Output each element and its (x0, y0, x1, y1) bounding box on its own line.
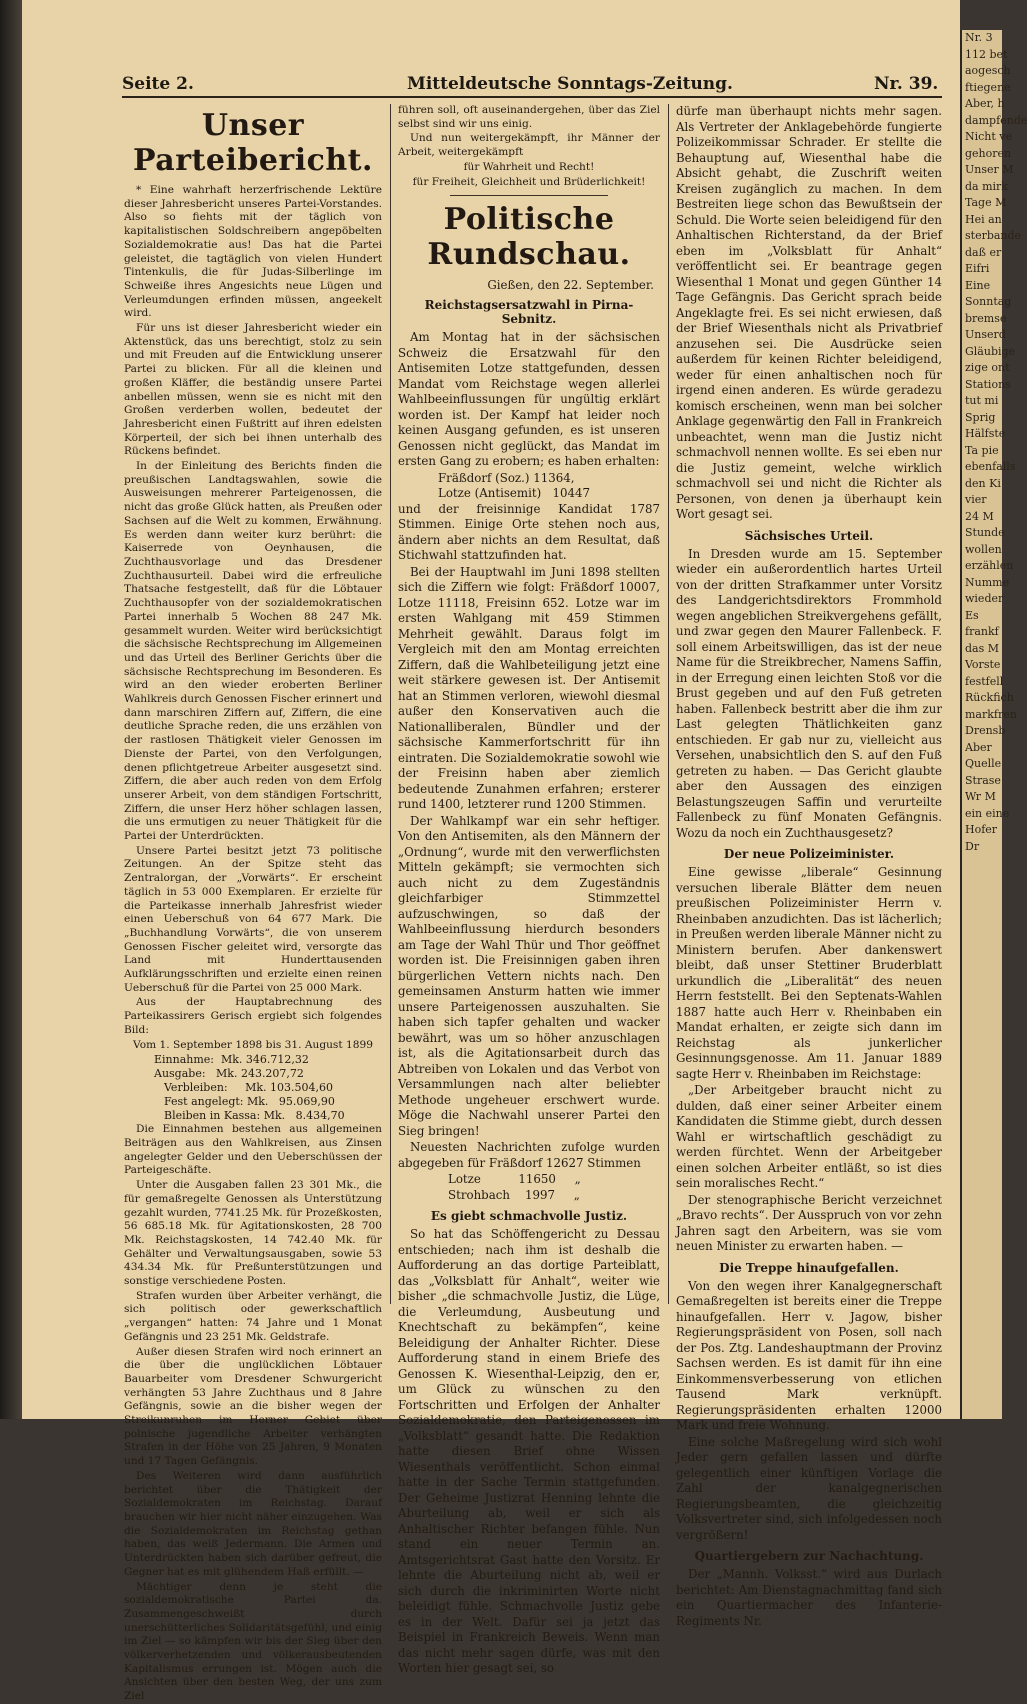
adjacent-page-fragment: Eine (965, 278, 991, 292)
adjacent-page-fragment: Unser M (965, 163, 1014, 176)
adjacent-page-fragment: Eifri (965, 262, 990, 275)
adjacent-page-fragment: Rückfich (965, 691, 1014, 704)
article-title-parteibericht: Unser Parteibericht. (133, 108, 373, 178)
adjacent-page-fragment: Drensb (965, 724, 1006, 737)
adjacent-page-fragment: Nicht ve (965, 130, 1013, 143)
adjacent-page-fragment: dampfende (965, 113, 1027, 127)
adjacent-page-fragment: Quelle (965, 757, 1002, 770)
adjacent-page-fragment: bremse (965, 311, 1007, 325)
paragraph: Der stenographische Bericht verzeichnet „Bravo rechts“. Der Ausspruch von vor zehn Jahren sagt den Arbeitern, was sie vom neuen Minister zu erwarten haben. — (676, 1192, 942, 1253)
adjacent-page-fragment: Hei an (965, 212, 1002, 226)
account-line: Ausgabe: Mk. 243.207,72 (154, 1067, 304, 1081)
section-rule (450, 195, 607, 196)
page-number: Seite 2. (122, 74, 194, 94)
adjacent-page-fragment: Sonntag (965, 295, 1012, 308)
adjacent-page-fragment: Numme (965, 575, 1010, 589)
adjacent-page-fragment: markfren (965, 707, 1017, 721)
adjacent-page-fragment: zige ont (965, 361, 1010, 374)
adjacent-page-fragment: festfell (965, 674, 1004, 688)
paragraph: In der Einleitung des Berichts finden die preußischen Landtagswahlen, sowie die Ausweisungen mehrerer Parteigenossen, die nicht das große Glück hatten, als Preußen oder Sachsen auf die Welt zu kommen, Erwähnung. Es werden dann weiter kurz berührt: die Kaiserrede von Oeynhausen, die Zuchthausvorlage und das Dresdener Zuchthausurteil. Dabei wird die erfreuliche Thatsache festgestellt, daß für die Löbtauer Zuchthausopfer von der sozialdemokratischen Partei innerhalb 5 Wochen 88 247 Mk. gesammelt wurden. Weiter wird berücksichtigt die sächsische Rechtsprechung im Allgemeinen und das Urteil des Berliner Gerichts über die sächsische Rechtsprechung im Besonderen. Es wird an den wieder eroberten Berliner Wahlkreis durch Genossen Fischer erinnert und dann marschiren Ziffern auf, Ziffern, die eine deutliche Sprache reden, die uns erzählen von der rastlosen Thätigkeit vieler Genossen im Dienste der Partei, von den Verfolgungen, denen pflichtgetreue Arbeiter ausgesetzt sind. Ziffern, die aber auch reden von dem Erfolg unserer Arbeit, von dem ständigen Fortschritt, Ziffern, die unser Herz höher schlagen lassen, die uns ermutigen zu neuer Thätigkeit für die Partei der Unterdrückten. (124, 460, 382, 843)
adjacent-page-fragment: ein eine (965, 806, 1010, 820)
book-spine (0, 0, 22, 1419)
paragraph: und der freisinnige Kandidat 1787 Stimmen. Einige Orte stehen noch aus, ändern aber nichts an dem Resultat, daß Stichwahl stattzufinden hat. (398, 501, 660, 563)
adjacent-page-fragment: ebenfalls (965, 460, 1016, 473)
adjacent-page-fragment: erzählen (965, 559, 1014, 572)
paragraph: führen soll, oft auseinandergehen, über das Ziel selbst sind wir uns einig. (398, 104, 660, 130)
newspaper-page (22, 0, 960, 1703)
paragraph: Und nun weitergekämpft, ihr Männer der Arbeit, weitergekämpft (398, 132, 660, 159)
paragraph: Außer diesen Strafen wird noch erinnert an die über die unglücklichen Löbtauer Bauarbeiter vom Dresdener Schwurgericht verhängten 53 Jahre Zuchthaus und 8 Jahre Gefängnis, sowie an die bisher wegen der Streikunruhen im Herner Gebiet über polnische jugendliche Arbeiter verhängten Strafen in der Höhe von 25 Jahren, 9 Monaten und 17 Tagen Gefängnis. (124, 1345, 382, 1468)
newspaper-name: Mitteldeutsche Sonntags-Zeitung. (407, 74, 733, 94)
adjacent-page-fragment: daß er (965, 245, 1002, 259)
adjacent-page-fragment: wieder (965, 592, 1004, 605)
subheading-justiz: Es giebt schmachvolle Justiz. (430, 1209, 628, 1224)
paragraph: Mächtiger denn je steht die sozialdemokratische Partei da. Zusammengeschweißt durch unerschütterliches Solidaritätsgefühl, und einig im Ziel — so kämpfen wir bis der Sieg über den völkerverhetzenden und völkerausbeutenden Kapitalismus errungen ist. Mögen auch die Ansichten über den besten Weg, der uns zum Ziel (124, 1580, 382, 1703)
adjacent-page-fragment: gehoren (965, 146, 1012, 160)
paragraph: Eine solche Maßregelung wird sich wohl Jeder gern gefallen lassen und dürfte gelegentlich einer künftigen Vorlage die Zahl der kanalgegnerischen Regierungsbeamten, die gleichzeitig Volksvertreter sind, sich infolgedessen noch vergrößern! (676, 1434, 942, 1542)
election-result: Lotze 11650 „ (448, 1172, 581, 1187)
motto-line: für Wahrheit und Recht! (463, 160, 595, 173)
paragraph: Strafen wurden über Arbeiter verhängt, die sich politisch oder gewerkschaftlich „vergangen“ hatten: 74 Jahre und 1 Monat Gefängnis und 23 251 Mk. Geldstrafe. (124, 1289, 382, 1343)
election-result: Strohbach 1997 „ (448, 1187, 580, 1202)
election-result: Lotze (Antisemit) 10447 (438, 486, 590, 501)
adjacent-page-fragment: Wr M (965, 790, 996, 803)
adjacent-page-fragment: 24 M (965, 509, 994, 523)
adjacent-page-fragment: tut mi (965, 394, 999, 407)
adjacent-page-fragment: Aber, h (965, 97, 1005, 110)
paragraph: * Eine wahrhaft herzerfrischende Lektüre dieser Jahresbericht unseres Partei-Vorstandes. Also so fiehts mit der täglich von kapitalistischen Soldschreibern angepöbelten Sozialdemokratie aus! Das hat die Partei geleistet, die tagtäglich von vielen Hundert Tintenkulis, die für Judas-Silberlinge im Schweiße ihres Angesichts neue Lügen und Verleumdungen erfinden müssen, angeekelt wird. (124, 184, 382, 320)
article-title-rundschau: Politische Rundschau. (427, 202, 631, 273)
adjacent-page-fragment: Stations (965, 377, 1011, 391)
paragraph: Eine gewisse „liberale“ Gesinnung versuchen liberale Blätter dem neuen preußischen Polizeiminister Herrn v. Rheinbaben anzudichten. Das ist lächerlich; in Preußen werden liberale Männer nicht zu Ministern berufen. Aber dankenswert bleibt, daß unser Stettiner Bruderblatt urkundlich die „Liberalität“ des neuen Herrn feststellt. Bei den Septenats-Wahlen 1887 hatte auch Herr v. Rheinbaben ein Mandat erhalten, er zeigte sich dann im Reichstag als junkerlicher Gesinnungsgenosse. Am 11. Januar 1889 sagte Herr v. Rheinbaben im Reichstage: (676, 865, 942, 1081)
adjacent-page-fragment: das M (965, 641, 1000, 655)
column-2 (398, 104, 660, 1676)
adjacent-page-fragment: Gläubige (965, 344, 1016, 358)
adjacent-page-fragment: aogesch (965, 64, 1011, 77)
adjacent-page-fragment: Hälfste (965, 427, 1006, 440)
adjacent-page-fragment: vier (965, 493, 987, 506)
quotation: „Der Arbeitgeber braucht nicht zu dulden, daß einer seiner Arbeiter einem Kandidaten die Stimme giebt, durch dessen Wahl er wirtschaftlich geschädigt zu werden fürchtet. Wenn der Arbeitgeber einen solchen Arbeiter entläßt, so ist dies sein moralisches Recht.“ (676, 1083, 942, 1190)
adjacent-page-fragment: Unserd (965, 328, 1006, 341)
account-line: Fest angelegt: Mk. 95.069,90 (164, 1095, 335, 1109)
paragraph: Unsere Partei besitzt jetzt 73 politische Zeitungen. An der Spitze steht das Zentralorgan, der „Vorwärts“. Er erscheint täglich in 53 000 Exemplaren. Er erzielte für die Parteikasse innerhalb Jahresfrist wieder einen Ueberschuß von 64 677 Mark. Die „Buchhandlung Vorwärts“, die von unserem Genossen Fischer geleitet wird, versorgte das Land mit Hunderttausenden Aufklärungsschriften und erzielte einen reinen Ueberschuß für die Partei von 25 000 Mark. (124, 844, 382, 994)
account-period: Vom 1. September 1898 bis 31. August 1899 (133, 1038, 373, 1051)
paragraph: Von den wegen ihrer Kanalgegnerschaft Gemaßregelten ist bereits einer die Treppe hinaufgefallen. Herr v. Jagow, bisher Regierungspräsident von Posen, soll nach der Pos. Ztg. Landeshauptmann der Provinz Sachsen werden. Es ist damit für ihn eine Einkommensverbesserung von etlichen Tausend Mark verknüpft. Regierungspräsidenten erhalten 12000 Mark und freie Wohnung. (676, 1278, 942, 1432)
adjacent-page-fragment: Tage M (965, 196, 1007, 209)
account-line: Einnahme: Mk. 346.712,32 (154, 1053, 309, 1067)
paragraph: Am Montag hat in der sächsischen Schweiz die Ersatzwahl für den Antisemiten Lotze stattgefunden, dessen Mandat vom Reichstage wegen allerlei Wahlbeeinflussungen für ungültig erklärt worden ist. Der Kampf hat leider noch keinen Ausgang gefunden, es ist unseren Genossen nicht geglückt, das Mandat im ersten Gang zu erobern; es haben erhalten: (398, 330, 660, 469)
adjacent-page-fragment: Strase (965, 773, 1001, 787)
paragraph: Aus der Hauptabrechnung des Parteikassirers Gerisch ergiebt sich folgendes Bild: (124, 996, 382, 1036)
paragraph: Der „Mannh. Volksst.“ wird aus Durlach berichtet: Am Dienstagnachmittag fand sich ein Quartiermacher des Infanterie-Regiments Nr. (676, 1567, 942, 1628)
column-divider (390, 104, 391, 1304)
dateline: Gießen, den 22. September. (487, 278, 654, 293)
column-3 (676, 104, 942, 1628)
paragraph: dürfe man überhaupt nichts mehr sagen. Als Vertreter der Anklagebehörde fungierte Polizeikommissar Schrader. Er stellte die Behauptung auf, Wiesenthal habe die Absicht gehabt, die Zuschrift weiten Kreisen zugänglich zu machen. In dem Bestreiten liege schon das Bewußtsein der Schuld. Die Worte seien beleidigend für den Anhaltischen Richterstand, da der Brief eben im „Volksblatt für Anhalt“ veröffentlicht sei. Er beantrage gegen Wiesenthal 1 Monat und gegen Günther 14 Tage Gefängnis. Das Gericht sprach beide Angeklagte frei. Es sei nicht erwiesen, daß der Brief Wiesenthals nicht als Privatbrief anzusehen sei. Die Ausdrücke seien außerdem für keinen Richter beleidigend, weder für einen anhaltischen noch für irgend einen anderen. Es würde geradezu komisch erscheinen, wenn man bei solcher Anklage gegenwärtig den Fall in Frankreich unbeachtet, wenn man die Justiz nicht schmachvoll nennen wollte. Es sei eben nur die Justiz gemeint, welche wirklich schmachvoll sei und nicht die Richter als Personen, von denen ja überhaupt kein Wort gesagt sei. (676, 104, 942, 521)
paragraph: Der Wahlkampf war ein sehr heftiger. Von den Antisemiten, als den Männern der „Ordnung“, wurde mit den verwerflichsten Mitteln gekämpft; sie vermochten sich auch nicht zu dem Zugeständnis gleichfarbiger Stimmzettel aufzuschwingen, so daß der Wahlbeeinflussung hierdurch besonders am Tage der Wahl Thür und Thor geöffnet worden ist. Die Freisinnigen gaben ihren bürgerlichen Vettern nichts nach. Den gemeinsamen Ansturm hatten wie immer unsere Parteigenossen auszuhalten. Sie haben sich tapfer gehalten und wacker bewährt, was um so höher anzuschlagen ist, als die Agitationsarbeit durch das Abtreiben von Lokalen und das Verbot von Versammlungen nach alter beliebter Methode ungeheuer erschwert wurde. Möge die Nachwahl unserer Partei den Sieg bringen! (398, 813, 660, 1138)
paragraph: So hat das Schöffengericht zu Dessau entschieden; nach ihm ist deshalb die Aufforderung an das dortige Parteiblatt, das „Volksblatt für Anhalt“, weiter wie bisher „die schmachvolle Justiz, die Lüge, die Verleumdung, Ausbeutung und Knechtschaft zu bekämpfen“, keine Beleidigung der Anhalter Richter. Diese Aufforderung stand in einem Briefe des Genossen K. Wiesenthal-Leipzig, den er, um Glück zu wünschen zu den Fortschritten und Erfolgen der Anhalter Sozialdemokratie, den Parteigenossen im „Volksblatt“ gesandt hatte. Die Redaktion hatte diesen Brief ohne Wissen Wiesenthals veröffentlicht. Schon einmal hatte in der Sache Termin stattgefunden. Der Geheime Justizrat Henning lehnte die Aburteilung ab, weil er sich als Anhaltischer Richter befangen fühle. Nun stand ein neuer Termin an. Amtsgerichtsrat Gast hatte den Vorsitz. Er lehnte die Aburteilung nicht ab, weil er sich durch die inkriminirten Worte nicht beleidigt fühle. Schmachvolle Justiz gebe es in der Welt. Dafür sei ja jetzt das Beispiel in Frankreich Beweis. Wenn man das nicht mehr sagen dürfe, was mit den Worten hier gesagt sei, so (398, 1227, 660, 1676)
adjacent-page-fragment: Sprig (965, 410, 996, 424)
election-result: Fräßdorf (Soz.) 11364, (438, 470, 575, 485)
adjacent-page-text (962, 30, 1027, 855)
paragraph: In Dresden wurde am 15. September wieder ein außerordentlich hartes Urteil von der dritten Strafkammer unter Vorsitz des Landgerichtsdirektors Frommhold wegen angeblichen Streikvergehens gefällt, und zwar gegen den Maurer Fallenbeck. F. soll einem Arbeitswilligen, das ist der neue Name für die Streikbrecher, Namens Saffin, in der Erregung einen leichten Stoß vor die Brust gegeben und auf den Fuß getreten haben. Fallenbeck bestritt aber die ihm zur Last gelegten Thätlichkeiten ganz entschieden. Er gab nur zu, vielleicht aus Versehen, unabsichtlich den S. auf den Fuß getreten zu haben. — Das Gericht glaubte aber den Aussagen des einzigen Belastungszeugen Saffin und verurteilte Fallenbeck zu fünf Monaten Gefängnis. Wozu da noch ein Zuchthausgesetz? (676, 546, 942, 840)
adjacent-page-fragment: frankf (965, 625, 999, 638)
adjacent-page-edge (960, 30, 1027, 1419)
paragraph: Bei der Hauptwahl im Juni 1898 stellten sich die Ziffern wie folgt: Fräßdorf 10007, Lotze 11118, Freisinn 652. Lotze war im ersten Wahlgang mit 459 Stimmen Mehrheit gewählt. Daraus folgt im Vergleich mit den am Montag erreichten Ziffern, daß die Wahlbeteiligung jetzt eine weit stärkere gewesen ist. Der Antisemit hat an Stimmen verloren, wiewohl diesmal außer den Konservativen auch die Nationalliberalen, Bündler und der sächsische Kammerfortschritt für ihn eintraten. Die Sozialdemokratie sowohl wie der Freisinn haben aber ziemlich bedeutende Zunahmen erfahren; ersterer rund 1400, letzterer rund 1200 Stimmen. (398, 564, 660, 812)
paragraph: Neuesten Nachrichten zufolge wurden abgegeben für Fräßdorf 12627 Stimmen (398, 1140, 660, 1170)
adjacent-page-fragment: Dr (965, 839, 980, 853)
paragraph: Des Weiteren wird dann ausführlich berichtet über die Thätigkeit der Sozialdemokraten im Reichstag. Darauf brauchen wir hier nicht näher einzugehen. Was die Sozialdemokraten im Reichstag gethan haben, das weiß Jedermann. Die Armen und Unterdrückten haben sich darüber gefreut, die Gegner hat es mit glühendem Haß erfüllt. — (124, 1469, 382, 1578)
subheading-reichstagsersatzwahl: Reichstagsersatzwahl in Pirna-Sebnitz. (424, 298, 634, 327)
subheading-saechsisches-urteil: Sächsisches Urteil. (744, 528, 874, 543)
adjacent-page-fragment: sterbande (965, 229, 1022, 242)
account-line: Verbleiben: Mk. 103.504,60 (164, 1081, 334, 1095)
subheading-treppe: Die Treppe hinaufgefallen. (719, 1260, 899, 1275)
motto-line: für Freiheit, Gleichheit und Brüderlichkeit! (412, 175, 646, 188)
paragraph: Die Einnahmen bestehen aus allgemeinen Beiträgen aus den Wahlkreisen, aus Zinsen angelegter Gelder und den Ueberschüssen der Parteigeschäfte. (124, 1123, 382, 1177)
adjacent-page-fragment: den Ki (965, 476, 1001, 490)
adjacent-page-fragment: wollen (965, 542, 1002, 556)
adjacent-page-fragment: Ta pie (965, 443, 999, 457)
adjacent-page-fragment: da mirk (965, 179, 1008, 193)
adjacent-page-fragment: Aber (965, 740, 992, 754)
adjacent-page-fragment: Hofer (965, 823, 998, 836)
paragraph: Für uns ist dieser Jahresbericht wieder ein Aktenstück, das uns berechtigt, stolz zu sein und mit Freuden auf die Entwicklung unserer Partei zu blicken. Für all die kleinen und großen Kläffer, die beständig unsere Partei anbellen müssen, wenn sie es nicht mit den Großen verderben wollen, bedeutet der Jahresbericht einen Fußtritt auf ihren edelsten Körperteil, der sich bei ihnen unterhalb des Rückens befindet. (124, 322, 382, 458)
adjacent-page-fragment: 112 bet (965, 47, 1008, 61)
header-rule (122, 96, 942, 98)
adjacent-page-fragment: ftiegene (965, 80, 1011, 94)
adjacent-page-fragment: Vorste (965, 658, 1001, 671)
paragraph: Unter die Ausgaben fallen 23 301 Mk., die für gemaßregelte Genossen als Unterstützung gezahlt wurden, 7741.25 Mk. für Prozeßkosten, 56 685.18 Mk. für Agitationskosten, 28 700 Mk. Reichstagskosten, 14 742.40 Mk. für Gehälter und Verwaltungsausgaben, sowie 53 434.34 Mk. für Preßunterstützungen und sonstige verschiedene Posten. (124, 1179, 382, 1288)
subheading-quartiergebern: Quartiergebern zur Nachachtung. (694, 1549, 924, 1563)
column-1 (124, 104, 382, 1703)
column-divider (668, 104, 669, 1304)
adjacent-page-fragment: Stunde (965, 526, 1005, 539)
adjacent-page-fragment: Es (965, 608, 979, 622)
issue-number: Nr. 39. (874, 74, 939, 94)
subheading-polizeiminister: Der neue Polizeiminister. (723, 847, 895, 861)
adjacent-page-fragment: Nr. 3 (965, 31, 993, 44)
account-line: Bleiben in Kassa: Mk. 8.434,70 (164, 1109, 345, 1123)
